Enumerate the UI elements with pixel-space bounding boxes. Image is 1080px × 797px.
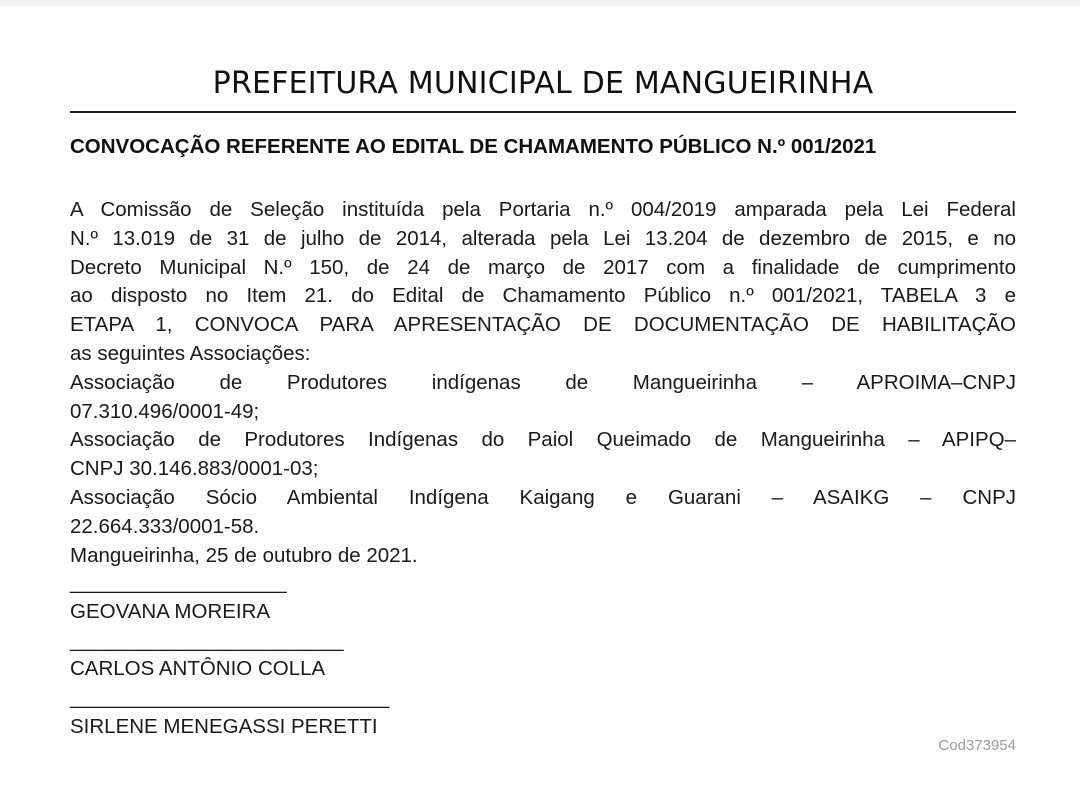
association-line: Associação de Produtores Indígenas do Paiol Queimado de Mangueirinha – APIPQ–	[70, 428, 1016, 452]
page-title: PREFEITURA MUNICIPAL DE MANGUEIRINHA	[212, 66, 874, 101]
body-line: N.º 13.019 de 31 de julho de 2014, alterada pela Lei 13.204 de dezembro de 2015, e no	[70, 226, 1016, 250]
title-divider	[70, 111, 1016, 113]
notice-body	[70, 196, 1016, 570]
association-cnpj: 07.310.496/0001-49;	[70, 399, 260, 423]
body-line: as seguintes Associações:	[70, 341, 311, 365]
signatory-name: CARLOS ANTÔNIO COLLA	[70, 657, 326, 681]
place-date: Mangueirinha, 25 de outubro de 2021.	[70, 543, 418, 567]
notice-title: CONVOCAÇÃO REFERENTE AO EDITAL DE CHAMAMENTO PÚBLICO N.º 001/2021	[70, 135, 877, 158]
association-cnpj: 22.664.333/0001-58.	[70, 514, 260, 538]
body-line: ao disposto no Item 21. do Edital de Chamamento Público n.º 001/2021, TABELA 3 e	[70, 284, 1016, 308]
signature-line: ________________________	[70, 628, 344, 652]
body-line: Decreto Municipal N.º 150, de 24 de março de 2017 com a finalidade de cumprimento	[70, 255, 1016, 279]
signature-line: ___________________	[70, 571, 287, 594]
body-line: ETAPA 1, CONVOCA PARA APRESENTAÇÃO DE DOCUMENTAÇÃO DE HABILITAÇÃO	[70, 313, 1016, 337]
publication-code: Cod373954	[938, 737, 1016, 754]
body-line: A Comissão de Seleção instituída pela Portaria n.º 004/2019 amparada pela Lei Federal	[70, 198, 1016, 221]
association-line: Associação de Produtores indígenas de Mangueirinha – APROIMA–CNPJ	[70, 370, 1016, 394]
association-line: Associação Sócio Ambiental Indígena Kaigang e Guarani – ASAIKG – CNPJ	[70, 485, 1016, 509]
document-page	[0, 6, 1080, 797]
signatory-name: SIRLENE MENEGASSI PERETTI	[70, 714, 378, 738]
signature-line: ____________________________	[70, 686, 390, 710]
association-cnpj: CNPJ 30.146.883/0001-03;	[70, 457, 319, 481]
signature-block	[70, 569, 389, 742]
signatory-name: GEOVANA MOREIRA	[70, 599, 271, 623]
